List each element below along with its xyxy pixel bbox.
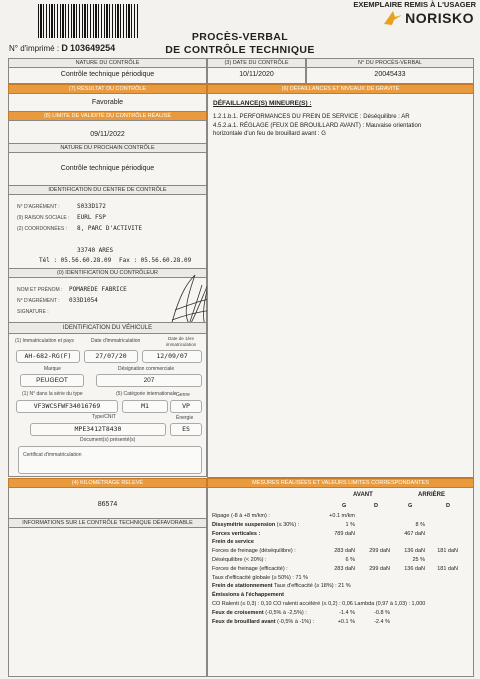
measure-label-text: Frein de stationnement — [212, 583, 273, 590]
measure-label-text: Forces de freinage (déséquilibre) : — [212, 548, 296, 555]
measures-header: MESURES RÉALISÉES ET VALEURS LIMITES CORRESPONDANTES — [207, 478, 474, 488]
arriere-g-label: G — [408, 503, 413, 509]
centre-raison-value: EURL FSP — [77, 214, 106, 221]
date-immat-label: Date d'immatriculation — [91, 338, 141, 344]
defects-header: (6) DÉFAILLANCES ET NIVEAUX DE GRAVITÉ — [207, 84, 474, 94]
measure-row-label — [212, 513, 270, 519]
measure-value: 8 % — [415, 521, 425, 528]
avant-g-label: G — [342, 503, 347, 509]
measure-note-text: (-0,5% à -2,5%) : — [263, 609, 307, 616]
result-header: (7) RÉSULTAT DU CONTRÔLE — [8, 84, 207, 94]
measure-row-label — [212, 583, 351, 589]
measure-row-label — [212, 610, 307, 616]
controleur-nom-value: POMAREDE FABRICE — [69, 286, 127, 293]
designation-label: Désignation commerciale — [118, 366, 175, 372]
logo-text: NORISKO — [405, 10, 474, 26]
categorie-label: (5) Catégorie internationale — [116, 391, 177, 397]
measure-value: 299 daN — [369, 565, 390, 572]
date-immat-field: 27/07/20 — [84, 350, 138, 363]
measure-label-text: Feux de brouillard avant — [212, 618, 276, 625]
nature-header: NATURE DU CONTRÔLE — [8, 58, 207, 68]
centre-box — [8, 194, 207, 269]
imprime-value: 103649254 — [70, 43, 116, 53]
centre-city: 33740 ARES — [77, 247, 114, 254]
imprime-label: N° d'imprimé : — [9, 44, 60, 53]
controleur-agrement-label: N° D'AGRÉMENT : — [17, 298, 60, 304]
measure-value: 181 daN — [437, 565, 458, 572]
controleur-agrement-value: 033D1054 — [69, 297, 98, 304]
defect-item-3: horizontale d'un feu de brouillard avant : G — [213, 131, 326, 137]
measure-row-label — [212, 601, 425, 607]
measure-row-label — [212, 548, 296, 554]
energie-label: Énergie — [176, 415, 194, 421]
page-title — [150, 31, 330, 57]
measure-row-label — [212, 557, 267, 563]
defects-box — [207, 93, 474, 478]
measure-label-text: Frein de service — [212, 539, 254, 546]
controleur-nom-label: NOM ET PRÉNOM : — [17, 287, 63, 293]
measure-row-label — [212, 539, 254, 545]
date-value: 10/11/2020 — [239, 71, 274, 78]
measure-value: 136 daN — [404, 548, 425, 555]
measure-value: 299 daN — [369, 548, 390, 555]
norisko-logo — [384, 10, 474, 26]
measure-row-label — [212, 592, 284, 598]
measure-value: +0.1 % — [337, 618, 355, 625]
measure-note-text: (-8 à +8 m/km) : — [229, 513, 270, 519]
immat-field: AH-682-RG(F) — [16, 350, 80, 363]
avant-label: AVANT — [353, 492, 373, 498]
measure-row-label — [212, 566, 288, 572]
measure-row-label — [212, 575, 308, 581]
pv-box — [306, 67, 474, 84]
pv-value: 20045433 — [374, 71, 406, 78]
measure-label-text: Taux d'efficacité globale (≥ 50%) : 71 % — [212, 574, 308, 581]
measure-row-label — [212, 531, 260, 537]
title-line-2: DE CONTRÔLE TECHNIQUE — [165, 44, 315, 56]
imprime-number — [9, 43, 115, 53]
genre-label: Genre — [176, 392, 190, 398]
avant-d-label: D — [374, 503, 378, 509]
measure-value: -2.4 % — [374, 618, 390, 625]
validity-header: (8) LIMITE DE VALIDITÉ DU CONTRÔLE RÉALISÉ — [8, 111, 207, 121]
next-control-header: NATURE DU PROCHAIN CONTRÔLE — [8, 143, 207, 153]
info-box — [8, 527, 207, 677]
centre-agrement-value: S033D172 — [77, 203, 106, 210]
nature-value: Contrôle technique périodique — [60, 71, 155, 78]
serie-label: (1) N° dans la série du type — [22, 391, 83, 397]
measure-value: 136 daN — [404, 565, 425, 572]
measure-value: 25 % — [412, 557, 425, 563]
measure-value: 283 daN — [334, 565, 355, 572]
measure-label-text: Dissymétrie suspension — [212, 521, 276, 528]
centre-coord-value: 8, PARC D'ACTIVITE — [77, 225, 143, 232]
centre-raison-label: (9) RAISON SOCIALE : — [17, 215, 70, 221]
barcode — [38, 4, 138, 38]
immat-label: (1) Immatriculation et pays — [15, 338, 74, 344]
title-line-1: PROCÈS-VERBAL — [191, 31, 289, 43]
controleur-header: (0) IDENTIFICATION DU CONTRÔLEUR — [8, 268, 207, 278]
defect-item-1: 1.2.1.b.1. PERFORMANCES DU FREIN DE SERVICE : Déséquilibre : AR — [213, 114, 410, 120]
validity-value: 09/11/2022 — [90, 131, 125, 138]
signature-label: SIGNATURE : — [17, 309, 49, 315]
km-box — [8, 487, 207, 519]
first-immat-field: 12/09/07 — [142, 350, 202, 363]
star-logo-icon — [384, 11, 402, 25]
marque-label: Marque — [44, 366, 61, 372]
measure-value: 283 daN — [334, 548, 355, 555]
info-header: INFORMATIONS SUR LE CONTRÔLE TECHNIQUE DÉFAVORABLE — [8, 518, 207, 528]
validity-box — [8, 120, 207, 144]
type-label: Type/CNIT — [92, 414, 116, 420]
next-control-box — [8, 152, 207, 186]
pv-header: N° DU PROCÈS-VERBAL — [306, 58, 474, 68]
km-header: (4) KILOMÉTRAGE RELEVÉ — [8, 478, 207, 488]
measure-label-text: Feux de croisement — [212, 609, 264, 616]
nature-box — [8, 67, 207, 84]
centre-tel: Tél : 05.56.60.28.09 — [39, 257, 112, 264]
measure-note-text: (-0,5% à -1%) : — [275, 618, 315, 625]
measure-row-label — [212, 619, 314, 625]
vehicle-header: IDENTIFICATION DU VÉHICULE — [8, 322, 207, 334]
result-box — [8, 93, 207, 112]
measure-value: 789 daN — [334, 530, 355, 537]
measure-value: 1 % — [345, 521, 355, 528]
defects-heading: DÉFAILLANCE(S) MINEURE(S) : — [213, 100, 312, 107]
document-value: Certificat d'immatriculation — [23, 452, 82, 458]
measure-label-text: CO Ralenti (≤ 0,3) : 0,10 CO ralenti accéléré (≤ 0,2) : 0,06 Lambda (0,97 à 1,03) : 1,000 — [212, 601, 426, 607]
measure-note-text: Taux d'efficacité (≥ 18%) : 21 % — [272, 583, 351, 590]
measure-label-text: Ripage — [212, 513, 230, 519]
arriere-label: ARRIÈRE — [418, 492, 446, 498]
next-control-value: Contrôle technique périodique — [60, 165, 155, 172]
measure-label-text: Forces verticales : — [212, 530, 261, 537]
centre-fax: Fax : 05.56.60.28.09 — [119, 257, 192, 264]
measure-label-text: Forces de freinage (efficacité) : — [212, 565, 288, 572]
centre-agrement-label: N° D'AGRÉMENT : — [17, 204, 60, 210]
marque-field: PEUGEOT — [20, 374, 84, 387]
centre-coord-label: (2) COORDONNÉES : — [17, 226, 68, 232]
centre-header: IDENTIFICATION DU CENTRE DE CONTRÔLE — [8, 185, 207, 195]
measure-value: 467 daN — [404, 530, 425, 537]
documents-field — [18, 446, 202, 474]
designation-field: 207 — [96, 374, 202, 387]
defect-item-2: 4.5.2.a.1. RÉGLAGE (FEUX DE BROUILLARD AVANT) : Mauvaise orientation — [213, 123, 422, 129]
genre-field: VP — [170, 400, 202, 413]
first-immat-label: Date de 1ère immatriculation — [165, 336, 197, 347]
type-field: MPE3412T8430 — [30, 423, 166, 436]
measure-value: +0.1 m/km — [329, 513, 355, 519]
arriere-d-label: D — [446, 503, 450, 509]
measure-label-text: Émissions à l'échappement — [212, 592, 284, 599]
measure-value: 6 % — [345, 557, 355, 563]
copy-notice: EXEMPLAIRE REMIS À L'USAGER — [353, 0, 476, 9]
measure-note-text: (≤ 30%) : — [275, 521, 300, 528]
measure-value: 181 daN — [437, 548, 458, 555]
measure-value: -1.4 % — [339, 609, 355, 616]
km-value: 86574 — [97, 501, 118, 508]
serie-field: VF3WCSFWF34016769 — [16, 400, 118, 413]
date-box — [207, 67, 306, 84]
measure-label-text: Déséquilibre (< 20%) : — [212, 557, 267, 563]
measure-row-label — [212, 522, 299, 528]
measure-value: -0.8 % — [374, 609, 390, 616]
imprime-prefix: D — [61, 43, 68, 53]
result-value: Favorable — [91, 99, 124, 106]
date-header: (3) DATE DU CONTRÔLE — [207, 58, 306, 68]
energie-field: ES — [170, 423, 202, 436]
categorie-field: M1 — [122, 400, 168, 413]
documents-label: Document(s) présenté(s) — [80, 437, 136, 443]
